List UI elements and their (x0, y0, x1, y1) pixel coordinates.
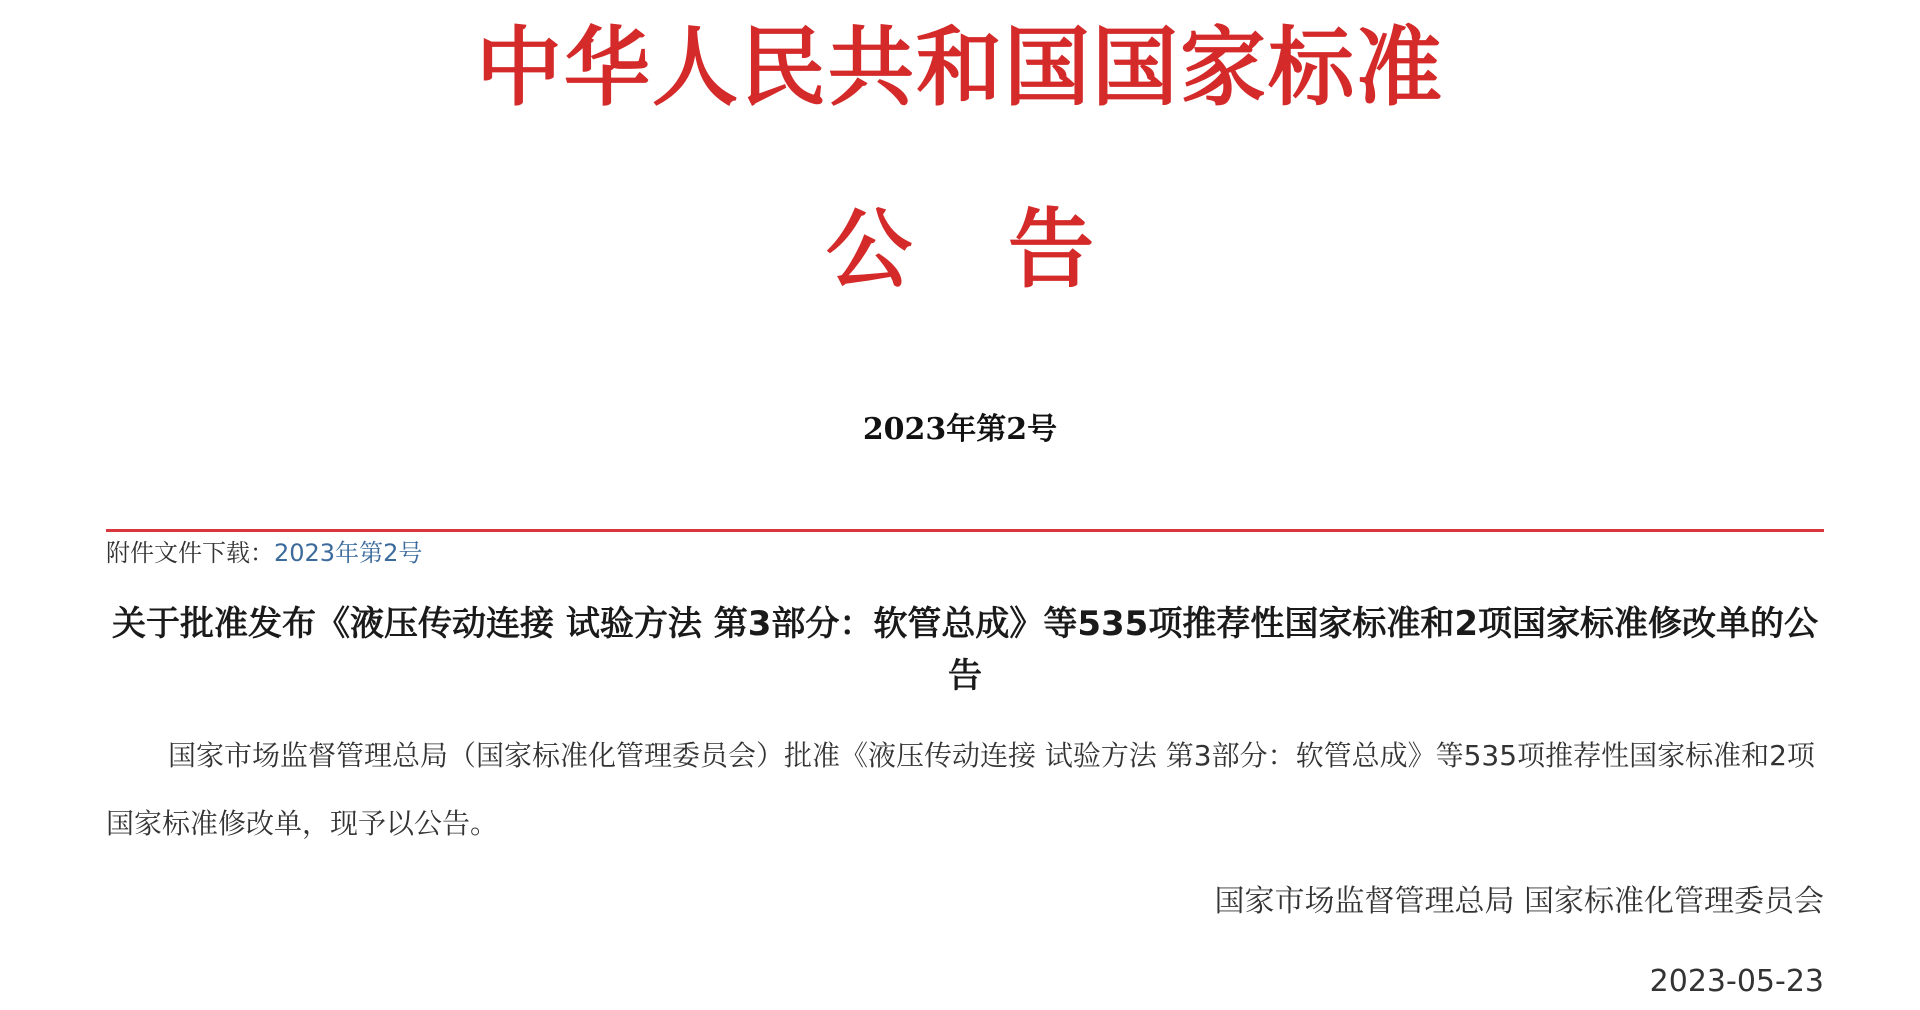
issue-number: 2023年第2号 (862, 412, 1058, 447)
attachment-download (106, 535, 422, 571)
notice-body: 国家市场监督管理总局（国家标准化管理委员会）批准《液压传动连接 试验方法 第3部分：软管总成》等535项推荐性国家标准和2项国家标准修改单，现予以公告。 (106, 739, 1815, 840)
attachment-label: 附件文件下载： (106, 539, 274, 567)
notice-title: 关于批准发布《液压传动连接 试验方法 第3部分：软管总成》等535项推荐性国家标准和2项国家标准修改单的公告 (112, 604, 1818, 696)
notice-label: 公告 (826, 199, 1190, 300)
red-divider (106, 529, 1824, 532)
notice-date: 2023-05-23 (1649, 964, 1824, 999)
issuing-authority: 国家市场监督管理总局 国家标准化管理委员会 (1214, 884, 1824, 919)
attachment-link[interactable]: 2023年第2号 (274, 539, 423, 567)
masthead-title: 中华人民共和国国家标准 (476, 17, 1444, 118)
